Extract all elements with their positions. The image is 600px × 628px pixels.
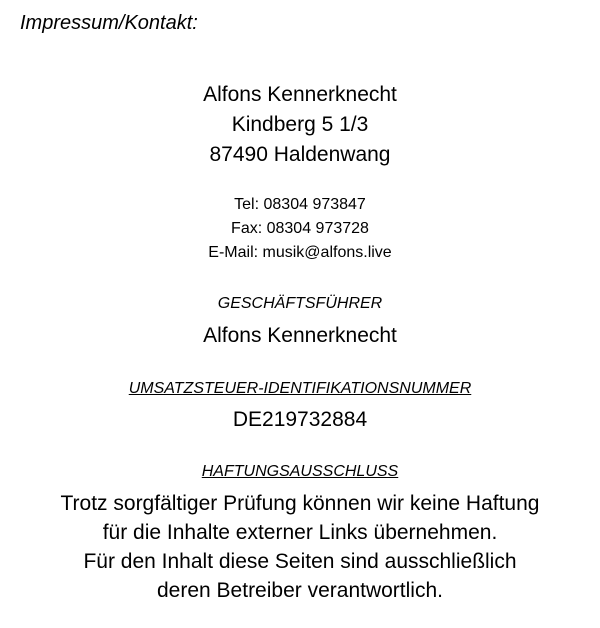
disclaimer-line: Trotz sorgfältiger Prüfung können wir keine Haftung: [60, 492, 540, 515]
disclaimer-label: HAFTUNGSAUSSCHLUSS: [201, 463, 399, 480]
contact-block: [0, 193, 600, 265]
vat-id-value: DE219732884: [232, 408, 368, 431]
page-title: Impressum/Kontakt:: [20, 12, 198, 34]
managing-director-value: Alfons Kennerknecht: [203, 324, 397, 347]
disclaimer-line: Für den Inhalt diese Seiten sind ausschließlich: [83, 550, 517, 573]
contact-fax: Fax: 08304 973728: [231, 220, 369, 237]
contact-email: E-Mail: musik@alfons.live: [208, 244, 392, 261]
address-name: Alfons Kennerknecht: [203, 83, 397, 106]
address-city: 87490 Haldenwang: [209, 143, 391, 166]
disclaimer-line: deren Betreiber verantwortlich.: [157, 579, 443, 602]
managing-director-label: GESCHÄFTSFÜHRER: [217, 295, 383, 312]
contact-phone: Tel: 08304 973847: [234, 196, 366, 213]
disclaimer-line: für die Inhalte externer Links übernehmen.: [102, 521, 498, 544]
vat-id-label: UMSATZSTEUER-IDENTIFIKATIONSNUMMER: [128, 380, 472, 397]
address-street: Kindberg 5 1/3: [231, 113, 369, 136]
disclaimer-text: [0, 489, 600, 605]
address-block: [0, 80, 600, 170]
